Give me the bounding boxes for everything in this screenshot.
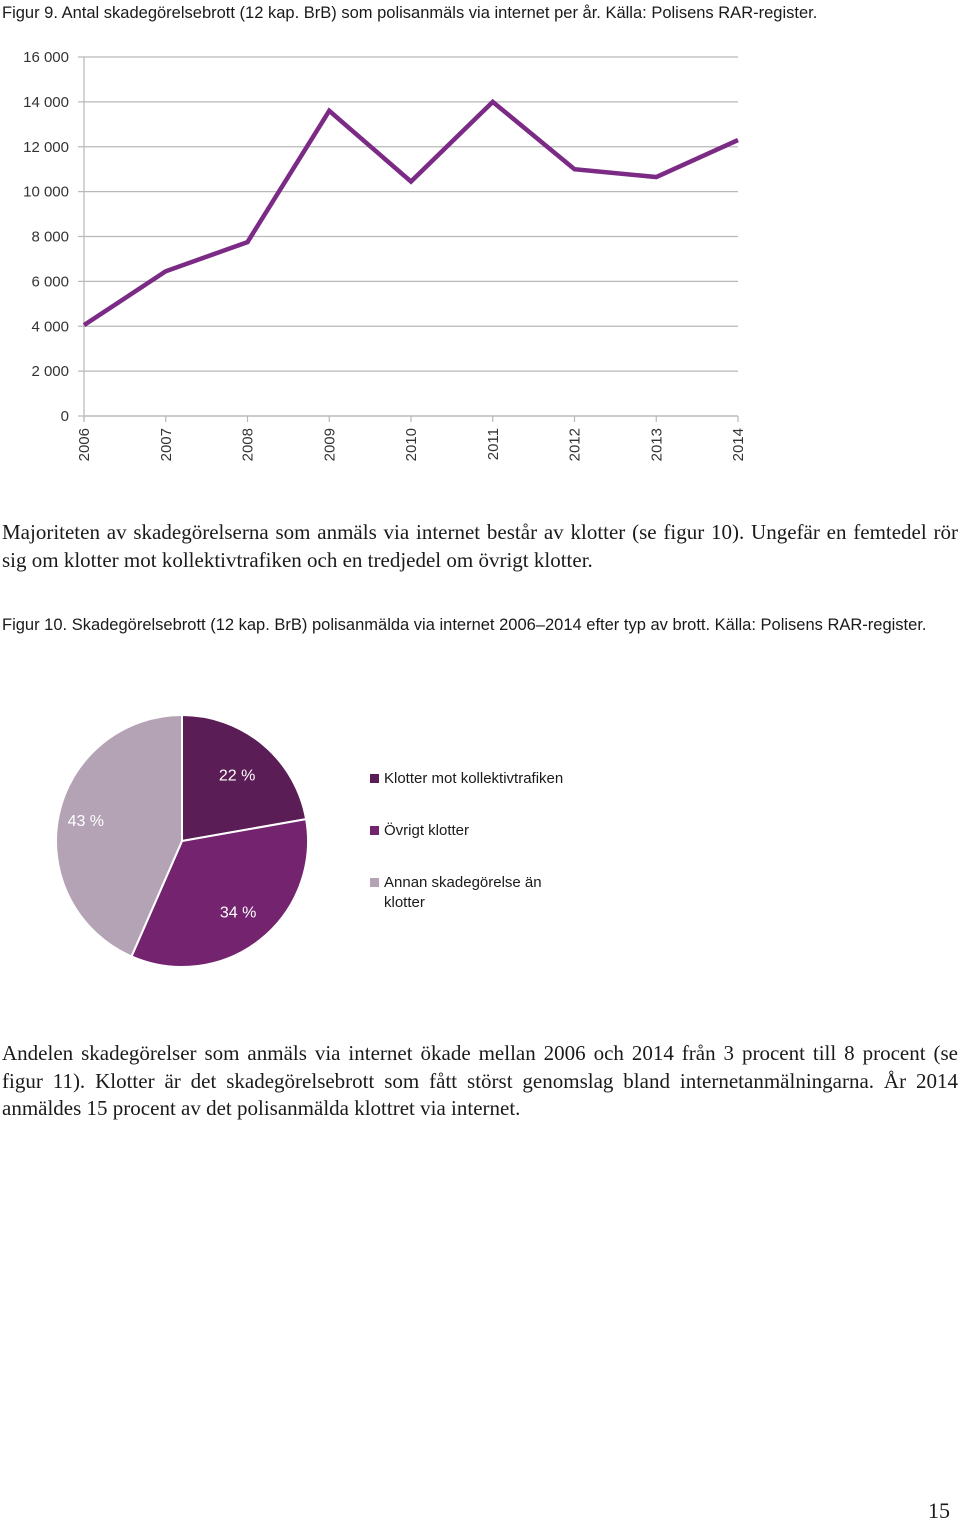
legend-swatch-annan — [370, 878, 379, 887]
x-tick-label: 2013 — [648, 428, 666, 462]
legend-item-annan — [370, 873, 570, 913]
y-tick-label: 12 000 — [23, 138, 69, 156]
y-tick-label: 8 000 — [31, 228, 69, 246]
series-line — [84, 102, 738, 325]
y-tick-label: 2 000 — [31, 363, 69, 381]
paragraph-2: Andelen skadegörelser som anmäls via internet ökade mellan 2006 och 2014 från 3 procent till 8 procent (se figur 11). Klotter är det skadegörelsebrott som fått störst genomslag bland internetanmälningarna. År 2014 anmäldes 15 procent av det polisanmälda klottret via internet. — [2, 1041, 958, 1120]
legend-label-annan: Annan skadegörelse än klotter — [384, 874, 542, 911]
y-tick-label: 0 — [60, 408, 69, 425]
pie-label: 34 % — [219, 904, 257, 922]
x-tick-label: 2011 — [484, 428, 502, 461]
y-tick-label: 6 000 — [31, 273, 69, 291]
x-tick-label: 2010 — [403, 428, 420, 462]
page-number: 15 — [928, 1498, 950, 1523]
pie-chart — [0, 700, 360, 980]
legend-label-ovrigt: Övrigt klotter — [384, 822, 470, 839]
x-tick-label: 2012 — [566, 428, 584, 462]
pie-label: 43 % — [67, 812, 105, 830]
x-tick-label: 2014 — [730, 428, 747, 462]
line-chart — [0, 40, 960, 480]
x-tick-label: 2008 — [239, 428, 257, 462]
x-tick-label: 2007 — [157, 428, 175, 462]
figure-10-caption: Figur 10. Skadegörelsebrott (12 kap. BrB) polisanmälda via internet 2006–2014 efter typ av brott. Källa: Polisens RAR-register. — [2, 616, 927, 634]
x-tick-label: 2006 — [76, 428, 93, 462]
y-tick-label: 16 000 — [23, 49, 69, 66]
figure-9-caption: Figur 9. Antal skadegörelsebrott (12 kap. BrB) som polisanmäls via internet per år. Källa: Polisens RAR-register. — [2, 4, 818, 22]
y-tick-label: 4 000 — [31, 318, 69, 336]
x-tick-label: 2009 — [321, 428, 339, 462]
paragraph-1: Majoriteten av skadegörelserna som anmäls via internet består av klotter (se figur 10). Ungefär en femtedel rör sig om klotter mot kollektivtrafiken och en tredjedel om övrigt klotter. — [2, 520, 958, 572]
legend-swatch-ovrigt — [370, 826, 379, 835]
y-tick-label: 10 000 — [23, 183, 69, 201]
legend-swatch-kollektivtrafiken — [370, 774, 379, 783]
legend-item-ovrigt — [370, 821, 570, 841]
y-tick-label: 14 000 — [23, 93, 69, 111]
pie-label: 22 % — [218, 767, 256, 785]
legend-item-kollektivtrafiken — [370, 769, 570, 789]
legend-label-kollektivtrafiken: Klotter mot kollektivtrafiken — [384, 770, 564, 787]
